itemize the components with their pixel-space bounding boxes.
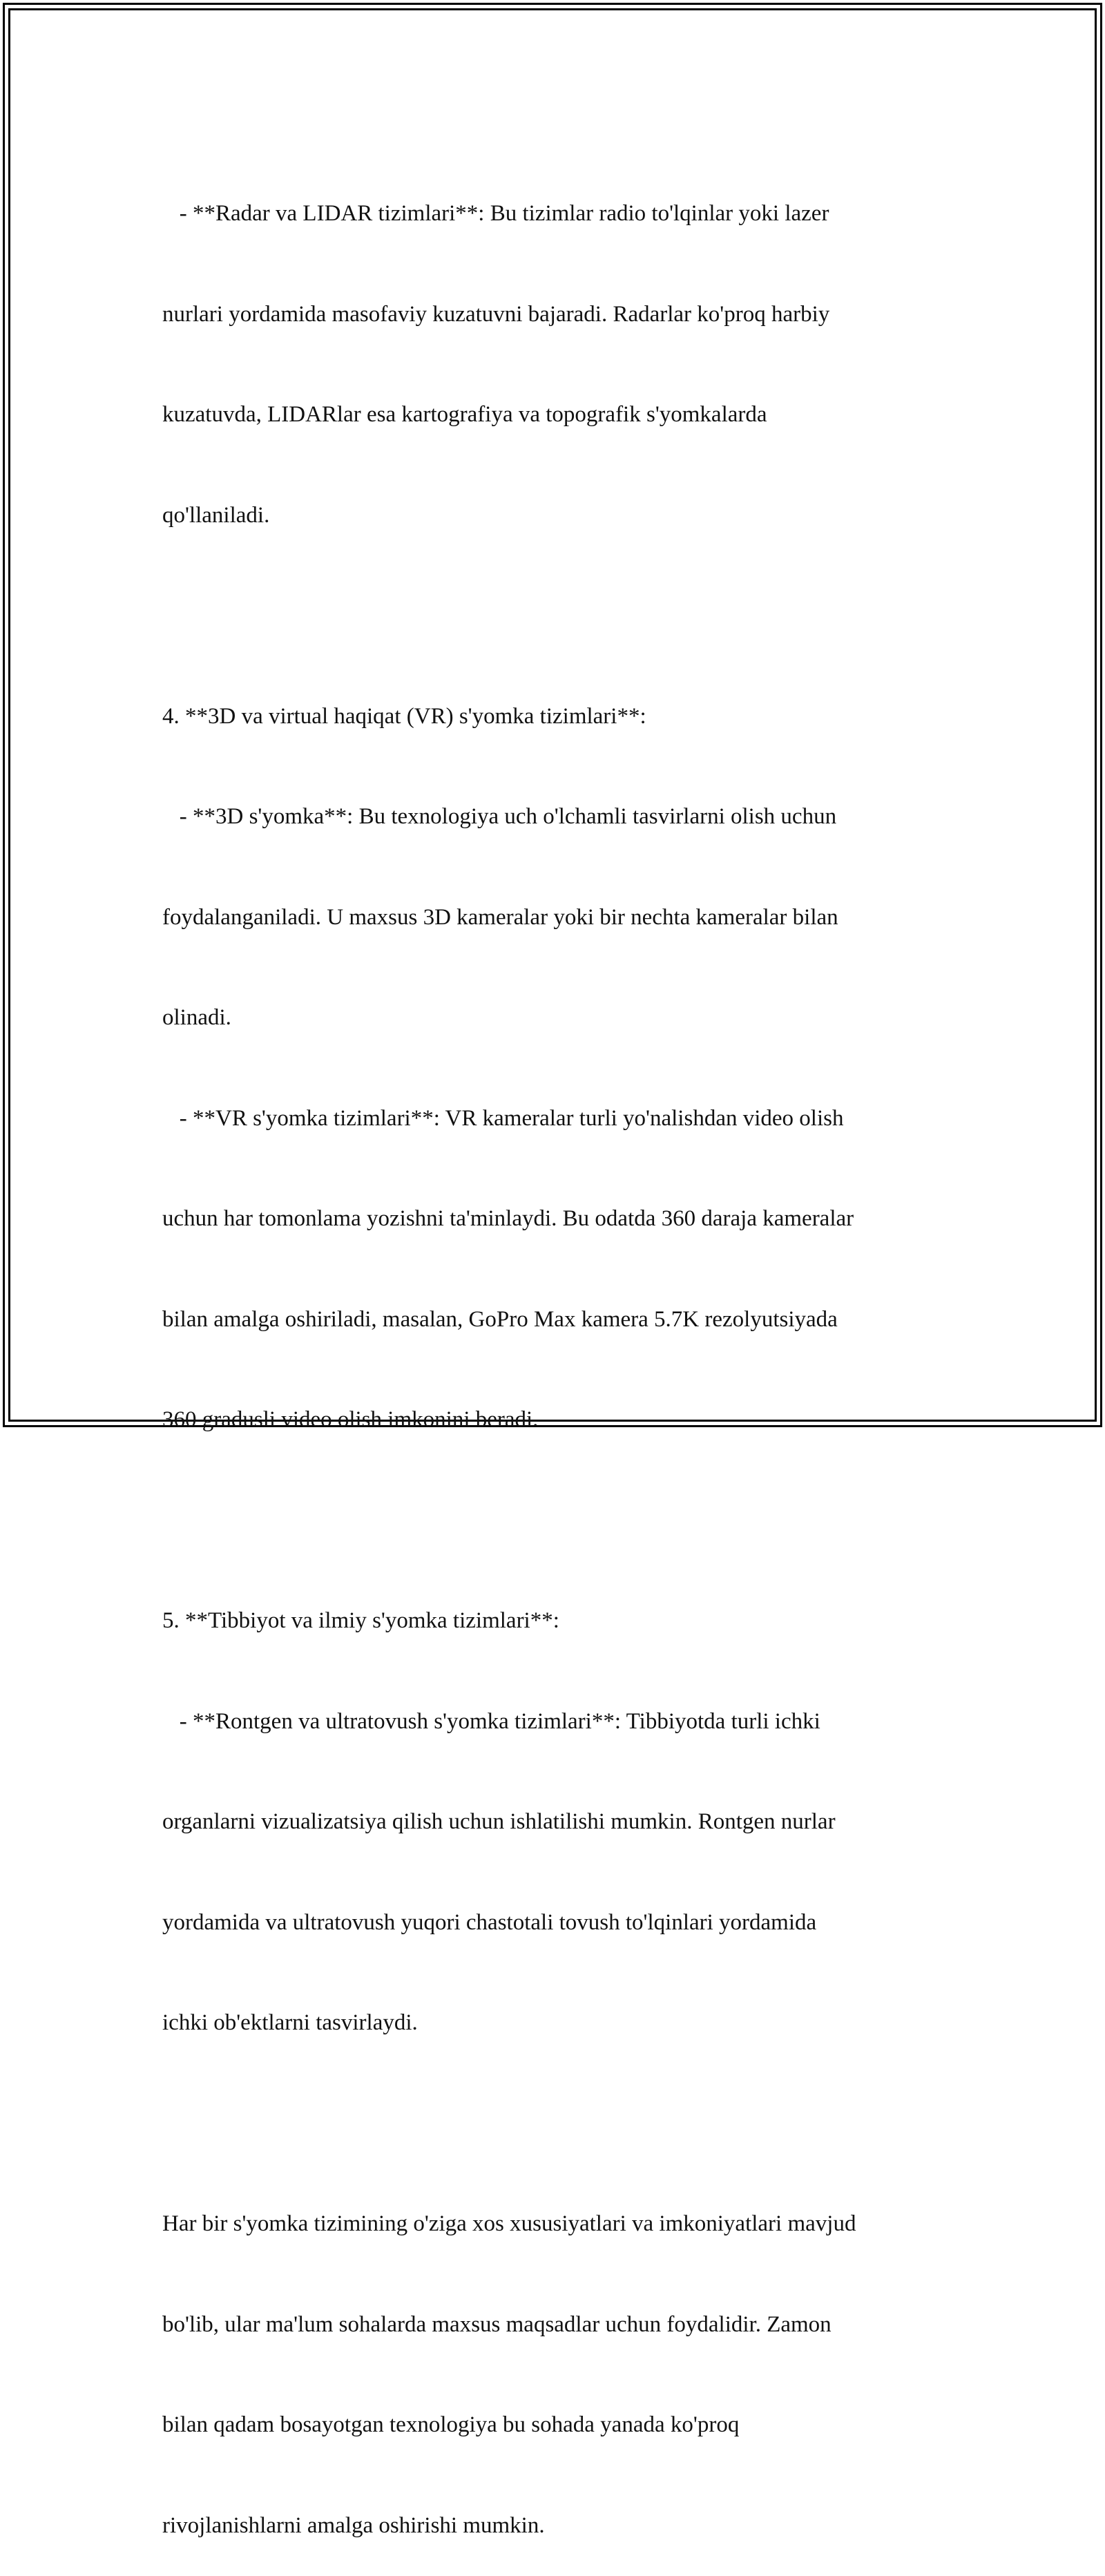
- text-line: bo'lib, ular ma'lum sohalarda maxsus maqsadlar uchun foydalidir. Zamon: [162, 2311, 832, 2337]
- text-line: olinadi.: [162, 1005, 231, 1030]
- text-line: bilan qadam bosayotgan texnologiya bu sohada yanada ko'proq: [162, 2412, 740, 2437]
- paragraph-gap: [162, 1504, 950, 1538]
- text-line: - **VR s'yomka tizimlari**: VR kameralar turli yo'nalishdan video olish: [162, 1105, 844, 1131]
- section-heading: 5. **Tibbiyot va ilmiy s'yomka tizimlari**:: [162, 1608, 559, 1633]
- text-line: organlarni vizualizatsiya qilish uchun ishlatilishi mumkin. Rontgen nurlar: [162, 1809, 836, 1834]
- text-line: uchun har tomonlama yozishni ta'minlaydi. Bu odatda 360 daraja kameralar: [162, 1206, 854, 1231]
- paragraph-gap: [162, 599, 950, 633]
- text-line: qo'llaniladi.: [162, 502, 270, 528]
- text-line: rivojlanishlarni amalga oshirishi mumkin.: [162, 2512, 545, 2538]
- text-line: ichki ob'ektlarni tasvirlaydi.: [162, 2010, 418, 2035]
- text-line: nurlari yordamida masofaviy kuzatuvni bajaradi. Radarlar ko'proq harbiy: [162, 301, 830, 327]
- section-heading: 4. **3D va virtual haqiqat (VR) s'yomka tizimlari**:: [162, 703, 646, 729]
- text-line: 360 gradusli video olish imkonini beradi.: [162, 1407, 539, 1432]
- text-line: yordamida va ultratovush yuqori chastotali tovush to'lqinlari yordamida: [162, 1909, 817, 1935]
- paragraph-gap: [162, 2107, 950, 2141]
- text-line: - **3D s'yomka**: Bu texnologiya uch o'lchamli tasvirlarni olish uchun: [162, 804, 837, 829]
- text-line: kuzatuvda, LIDARlar esa kartografiya va topografik s'yomkalarda: [162, 402, 767, 427]
- text-line: - **Rontgen va ultratovush s'yomka tizimlari**: Tibbiyotda turli ichki: [162, 1708, 820, 1734]
- document-body: [162, 130, 950, 2576]
- text-line: bilan amalga oshiriladi, masalan, GoPro Max kamera 5.7K rezolyutsiyada: [162, 1306, 838, 1332]
- text-line: Har bir s'yomka tizimining o'ziga xos xususiyatlari va imkoniyatlari mavjud: [162, 2211, 856, 2236]
- text-line: foydalanganiladi. U maxsus 3D kameralar yoki bir nechta kameralar bilan: [162, 904, 838, 930]
- text-line: - **Radar va LIDAR tizimlari**: Bu tizimlar radio to'lqinlar yoki lazer: [162, 201, 829, 226]
